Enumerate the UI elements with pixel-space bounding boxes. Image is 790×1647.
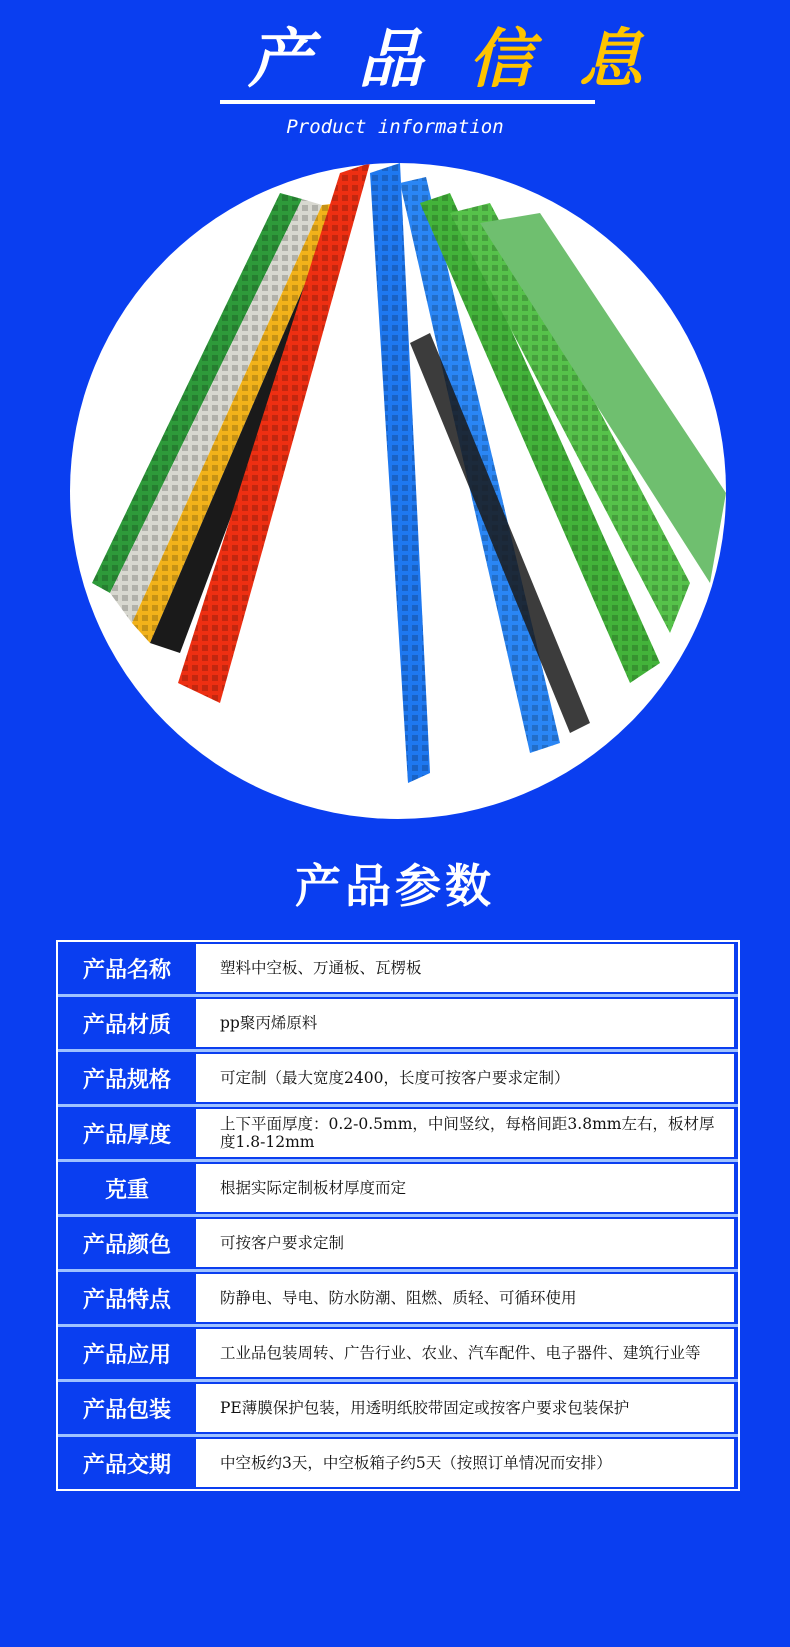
param-label: 产品名称 xyxy=(58,942,196,994)
param-label: 产品规格 xyxy=(58,1052,196,1104)
param-value: 根据实际定制板材厚度而定 xyxy=(196,1164,734,1212)
param-row-weight xyxy=(58,1162,738,1217)
param-value: 可定制（最大宽度2400，长度可按客户要求定制） xyxy=(196,1054,734,1102)
param-label: 产品包装 xyxy=(58,1382,196,1434)
title-yellow-part: 信 息 xyxy=(468,23,655,97)
product-photo xyxy=(70,163,726,819)
param-row-name xyxy=(58,942,738,997)
page-subtitle: Product information xyxy=(286,116,504,138)
param-value: 上下平面厚度：0.2-0.5mm，中间竖纹，每格间距3.8mm左右，板材厚度1.8-12mm xyxy=(196,1109,734,1157)
param-row-material xyxy=(58,997,738,1052)
title-white-part: 产 品 xyxy=(248,23,435,97)
param-row-delivery xyxy=(58,1437,738,1489)
title-underline xyxy=(220,100,595,104)
param-row-spec xyxy=(58,1052,738,1107)
param-value: pp聚丙烯原料 xyxy=(196,999,734,1047)
param-value: PE薄膜保护包装，用透明纸胶带固定或按客户要求包装保护 xyxy=(196,1384,734,1432)
param-row-packaging xyxy=(58,1382,738,1437)
param-value: 中空板约3天，中空板箱子约5天（按照订单情况而安排） xyxy=(196,1439,734,1487)
header xyxy=(0,0,790,160)
param-value: 塑料中空板、万通板、瓦楞板 xyxy=(196,944,734,992)
param-value: 可按客户要求定制 xyxy=(196,1219,734,1267)
param-label: 产品厚度 xyxy=(58,1107,196,1159)
page-title xyxy=(248,8,655,100)
param-label: 克重 xyxy=(58,1162,196,1214)
param-row-thickness xyxy=(58,1107,738,1162)
param-label: 产品材质 xyxy=(58,997,196,1049)
param-value: 工业品包装周转、广告行业、农业、汽车配件、电子器件、建筑行业等 xyxy=(196,1329,734,1377)
param-label: 产品交期 xyxy=(58,1437,196,1489)
param-label: 产品颜色 xyxy=(58,1217,196,1269)
params-table xyxy=(56,940,740,1491)
param-row-features xyxy=(58,1272,738,1327)
param-label: 产品特点 xyxy=(58,1272,196,1324)
param-row-color xyxy=(58,1217,738,1272)
params-title: 产品参数 xyxy=(295,859,495,913)
corrugated-plastic-sheets-photo xyxy=(70,163,726,819)
param-row-application xyxy=(58,1327,738,1382)
param-label: 产品应用 xyxy=(58,1327,196,1379)
param-value: 防静电、导电、防水防潮、阻燃、质轻、可循环使用 xyxy=(196,1274,734,1322)
